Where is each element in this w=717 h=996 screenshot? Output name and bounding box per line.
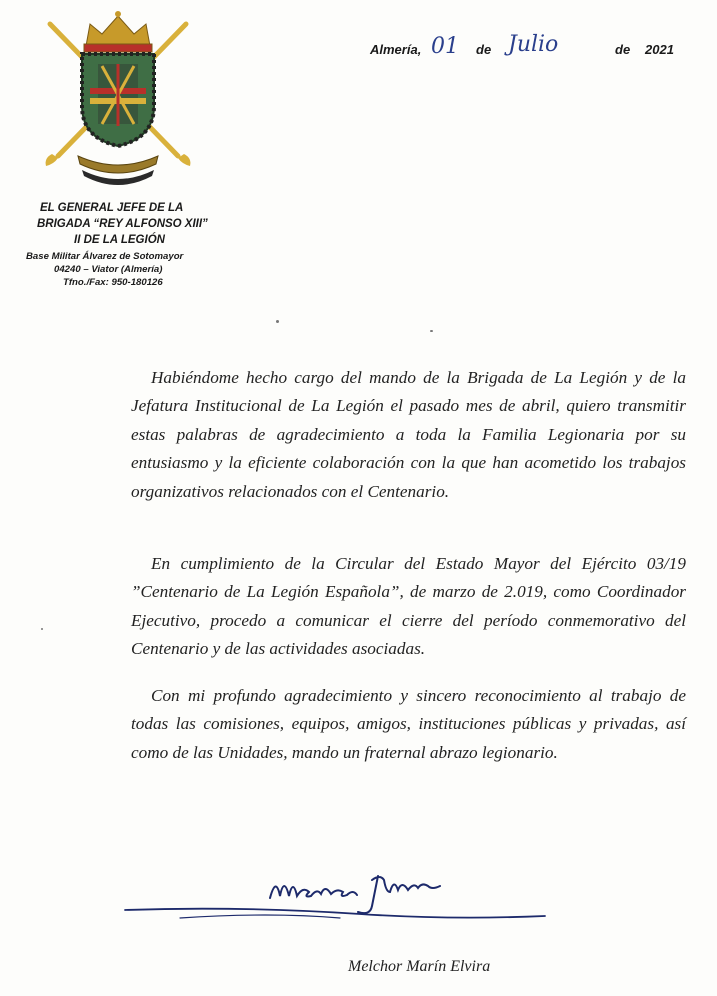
paragraph-text: Habiéndome hecho cargo del mando de la Brigada de La Legión y de la Jefatura Institucional de La Legión el pasado mes de abril, quiero transmitir estas palabras de agradecimiento a toda la Familia Legionaria por su entusiasmo y la eficiente colaboración con la que han acometido los trabajos organizativos relacionados con el Centenario. — [131, 368, 686, 501]
date-place: Almería, — [370, 42, 422, 57]
letterhead-phone: Tfno./Fax: 950-180126 — [63, 277, 163, 288]
date-year: 2021 — [645, 42, 674, 57]
body-paragraph-3 — [131, 682, 686, 767]
date-month-handwritten: Julio — [508, 32, 559, 57]
scan-speck — [276, 320, 279, 323]
letterhead-title-line2: BRIGADA “REY ALFONSO XIII” — [37, 218, 208, 230]
date-day-handwritten: 01 — [431, 34, 459, 59]
letterhead-title-line3: II DE LA LEGIÓN — [74, 234, 165, 246]
signer-name: Melchor Marín Elvira — [348, 958, 491, 975]
coat-of-arms-icon — [38, 6, 198, 196]
letterhead-title-line1: EL GENERAL JEFE DE LA — [40, 202, 184, 214]
handwritten-signature — [120, 858, 550, 928]
scan-speck — [41, 628, 43, 630]
letterhead-address-line1: Base Militar Álvarez de Sotomayor — [26, 251, 184, 262]
date-line — [360, 32, 690, 72]
paragraph-text: Con mi profundo agradecimiento y sincero reconocimiento al trabajo de todas las comisiones, equipos, amigos, instituciones públicas y privadas, así como de las Unidades, mando un fraternal abrazo legionario. — [131, 686, 686, 762]
letterhead-address-line2: 04240 – Viator (Almería) — [54, 264, 163, 275]
paragraph-text: En cumplimiento de la Circular del Estado Mayor del Ejército 03/19 ”Centenario de La Legión Española”, de marzo de 2.019, como Coordinador Ejecutivo, procedo a comunicar el cierre del período conmemorativo del Centenario y de las actividades asociadas. — [131, 554, 686, 659]
body-paragraph-1 — [131, 364, 686, 506]
date-de-2: de — [615, 42, 631, 57]
scan-speck — [430, 330, 433, 332]
body-paragraph-2 — [131, 550, 686, 664]
date-de-1: de — [476, 42, 492, 57]
